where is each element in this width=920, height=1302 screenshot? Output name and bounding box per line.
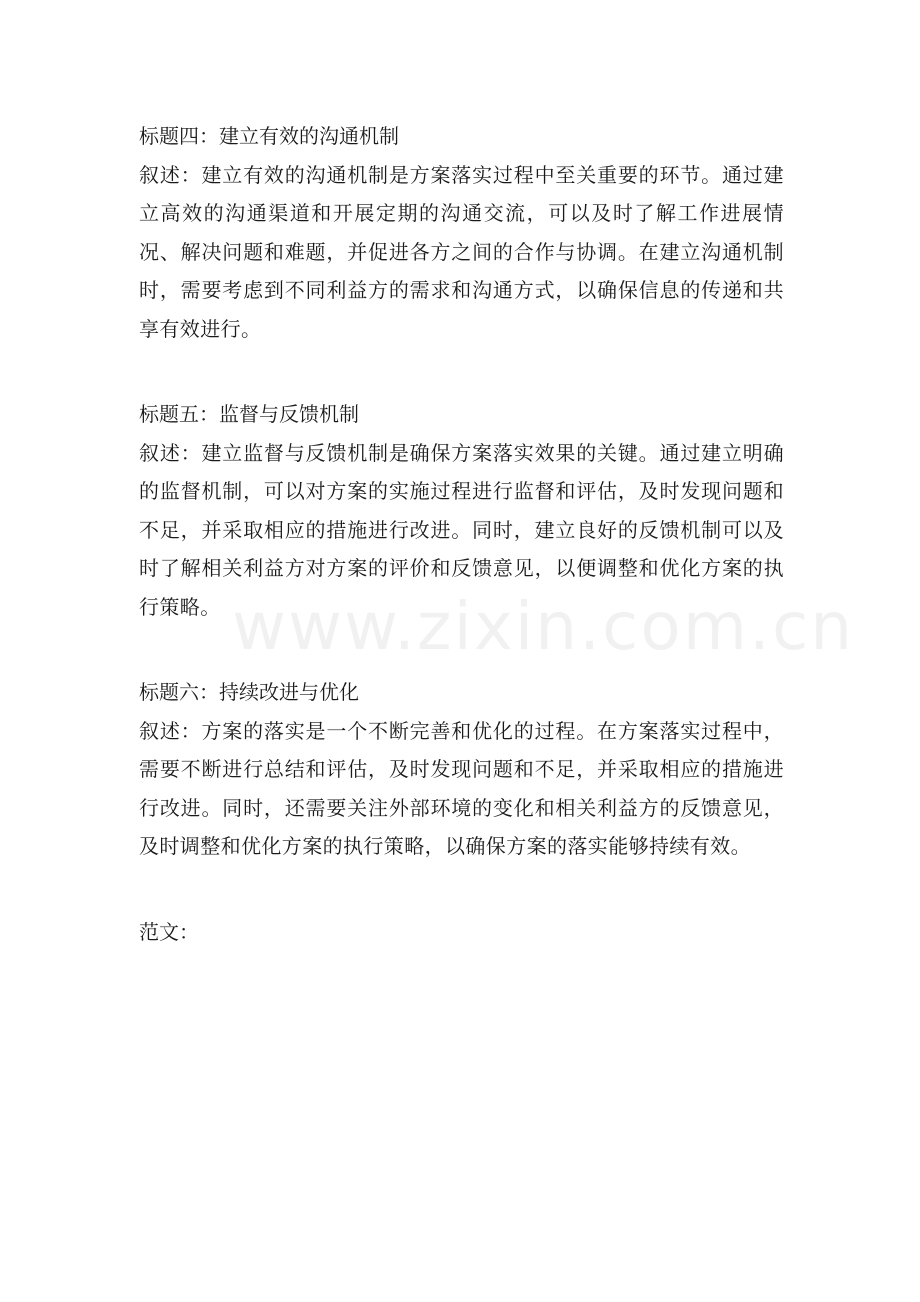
document-content — [139, 116, 784, 952]
sample-label: 范文： — [139, 919, 199, 944]
section-communication — [139, 116, 784, 348]
watermark: www.zixin.com.cn — [232, 588, 855, 665]
section-title: 标题六：持续改进与优化 — [139, 680, 359, 705]
section-title: 标题四：建立有效的沟通机制 — [139, 124, 399, 148]
section-body: 叙述：建立监督与反馈机制是确保方案落实效果的关键。通过建立明确的监督机制，可以对方案的实施过程进行监督和评估，及时发现问题和不足，并采取相应的措施进行改进。同时，建立良好的反馈机制可以及时了解相关利益方对方案的评价和反馈意见，以便调整和优化方案的执行策略。 — [139, 441, 784, 619]
section-body: 叙述：方案的落实是一个不断完善和优化的过程。在方案落实过程中，需要不断进行总结和评估，及时发现问题和不足，并采取相应的措施进行改进。同时，还需要关注外部环境的变化和相关利益方的反馈意见，及时调整和优化方案的执行策略，以确保方案的落实能够持续有效。 — [139, 719, 784, 859]
section-improvement — [139, 672, 784, 866]
section-body: 叙述：建立有效的沟通机制是方案落实过程中至关重要的环节。通过建立高效的沟通渠道和开展定期的沟通交流，可以及时了解工作进展情况、解决问题和难题，并促进各方之间的合作与协调。在建立沟通机制时，需要考虑到不同利益方的需求和沟通方式，以确保信息的传递和共享有效进行。 — [139, 163, 784, 341]
section-supervision — [139, 394, 784, 626]
section-title: 标题五：监督与反馈机制 — [139, 402, 359, 427]
